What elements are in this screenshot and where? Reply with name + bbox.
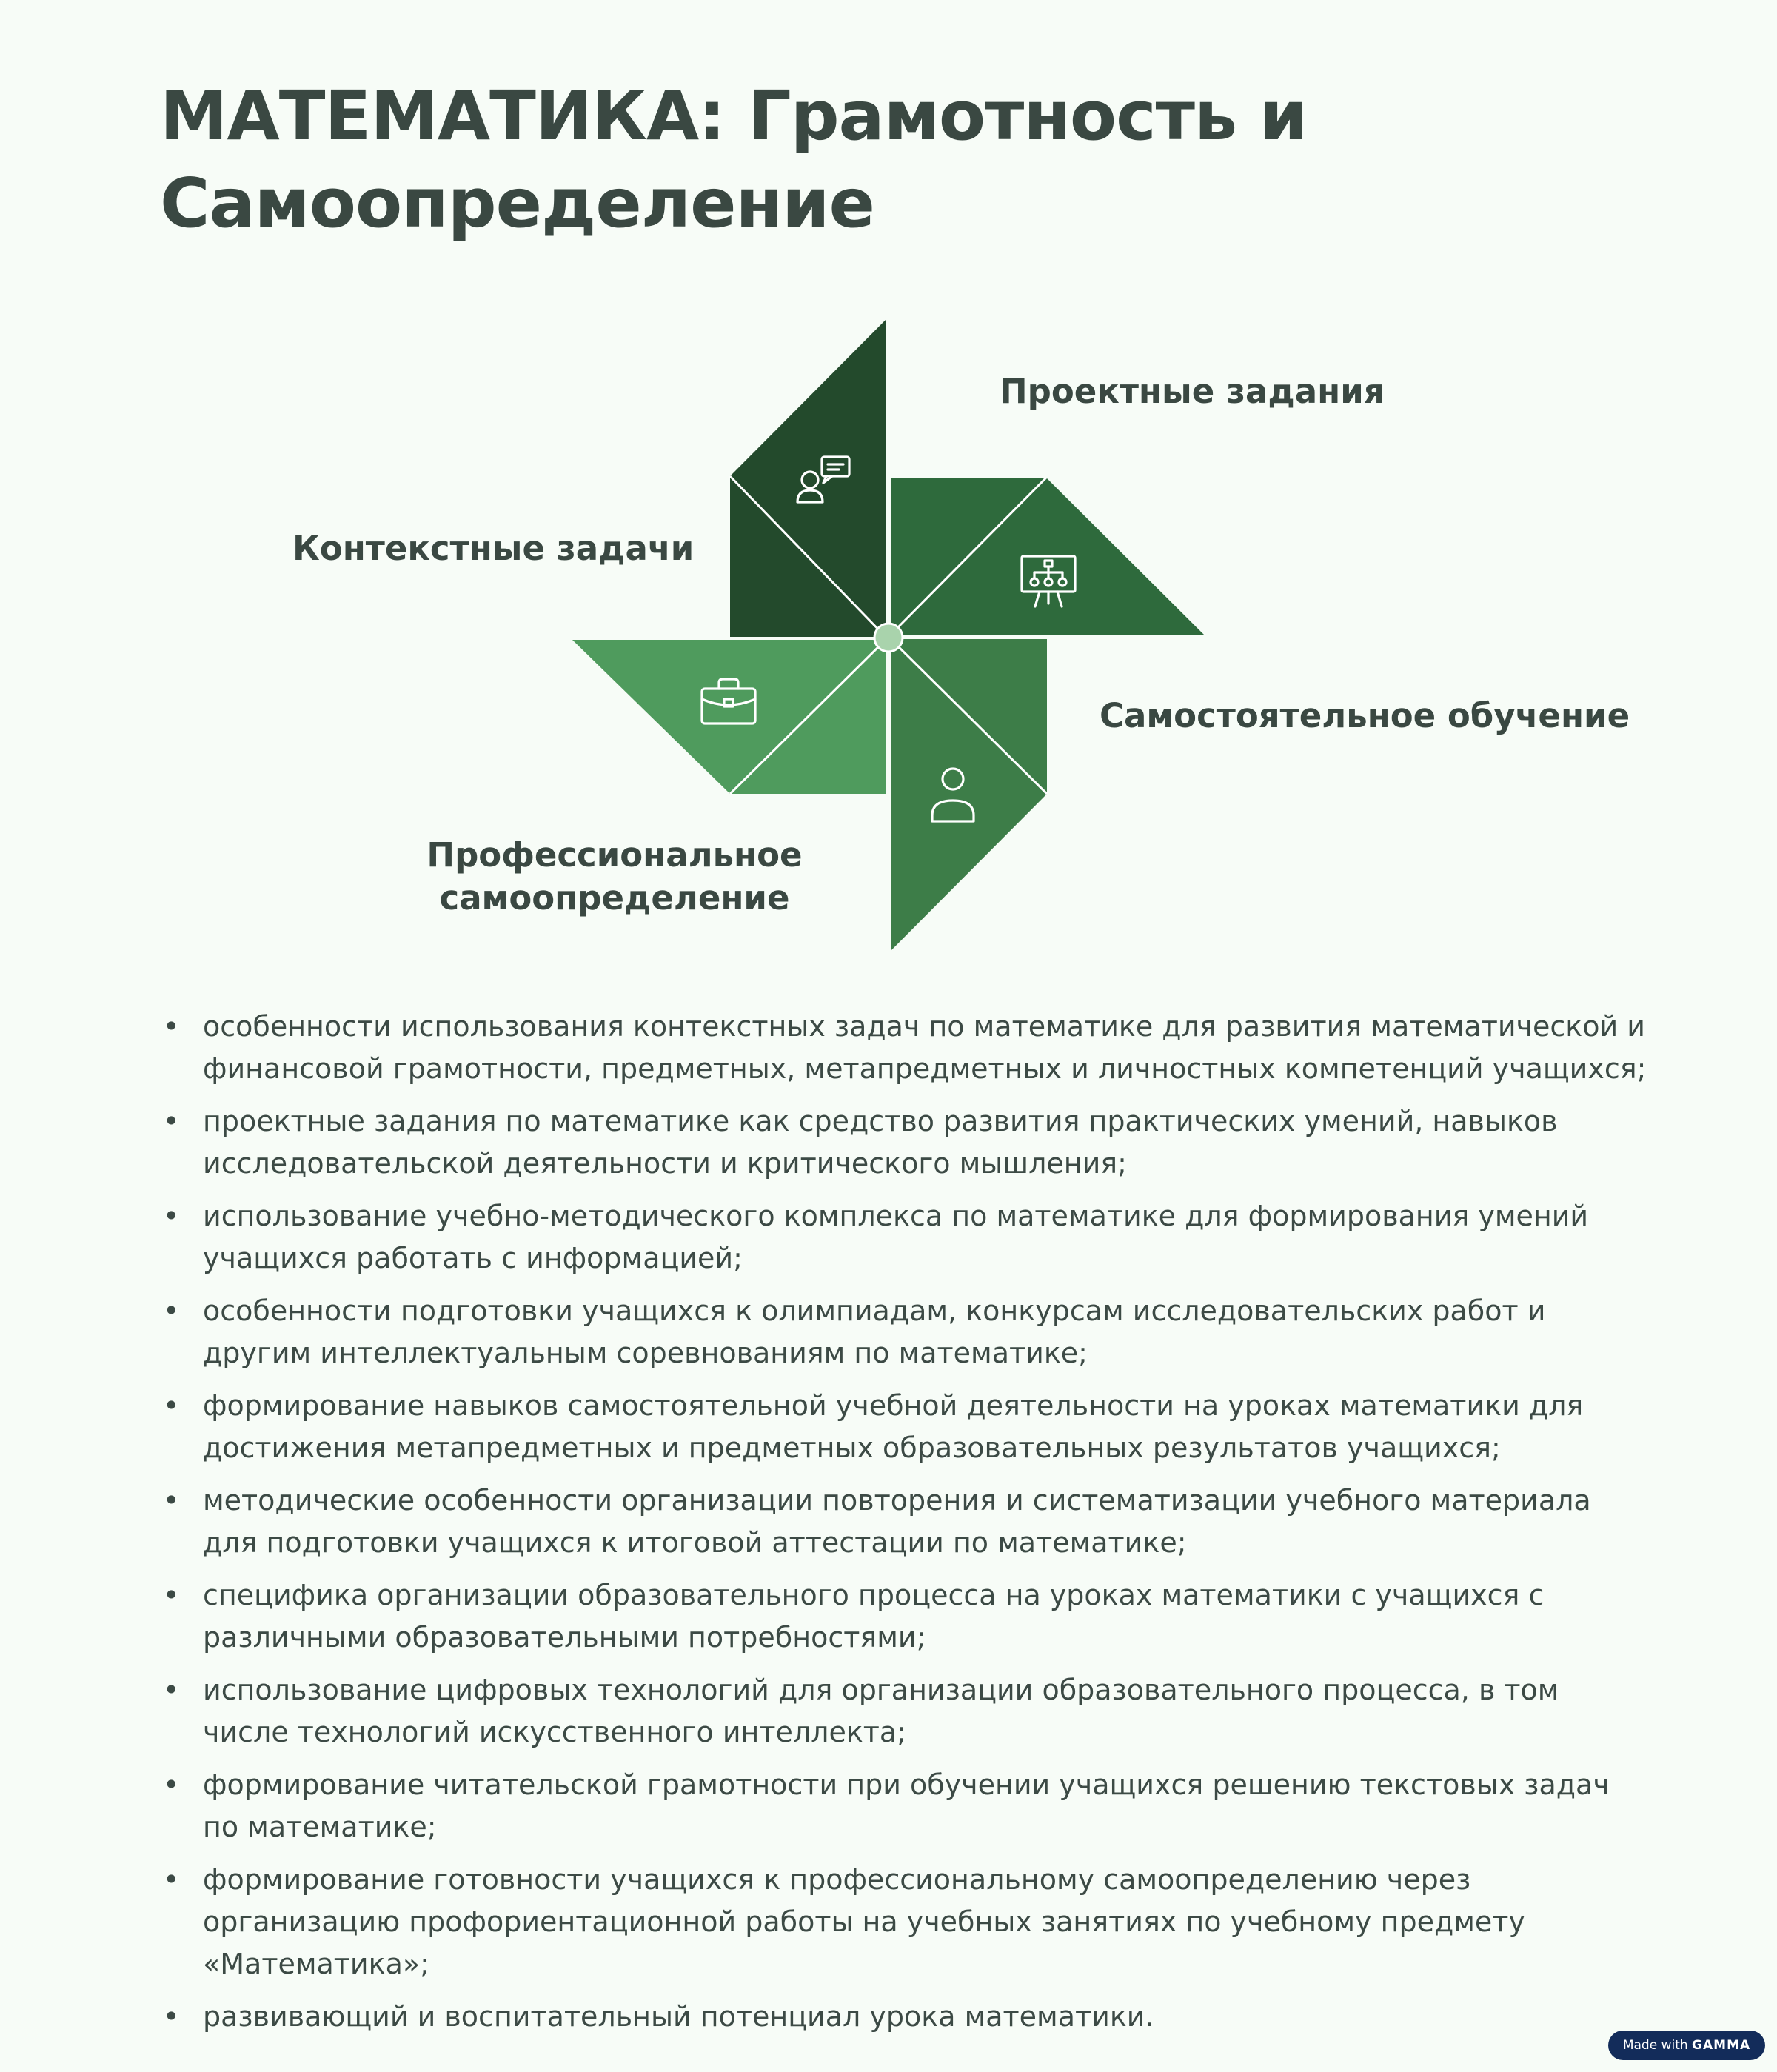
label-self-learning: Самостоятельное обучение xyxy=(1100,696,1630,735)
segment-professional xyxy=(572,640,886,794)
segment-context-tasks-shape xyxy=(730,320,886,637)
segment-project-tasks xyxy=(891,478,1204,635)
segment-context-tasks xyxy=(730,320,886,637)
list-item: • формирование готовности учащихся к профессиональному самоопределению через организацию профориентационной работы на учебных занятиях по учебному предмету «Математика»; xyxy=(160,1859,1648,1985)
list-item: • формирование навыков самостоятельной учебной деятельности на уроках математики для достижения метапредметных и предметных образовательных результатов учащихся; xyxy=(160,1385,1648,1469)
badge-brand: GAMMA xyxy=(1692,2038,1751,2053)
segment-self-learning-shape xyxy=(891,639,1047,951)
diagram-hub xyxy=(874,624,903,652)
list-item: • использование цифровых технологий для организации образовательного процесса, в том числе технологий искусственного интеллекта; xyxy=(160,1669,1648,1754)
list-item: • формирование читательской грамотности при обучении учащихся решению текстовых задач по математике; xyxy=(160,1764,1648,1848)
title-line-1: МАТЕМАТИКА: Грамотность и xyxy=(160,76,1307,156)
list-item: • проектные задания по математике как средство развития практических умений, навыков исследовательской деятельности и критического мышления; xyxy=(160,1100,1648,1185)
topics-list xyxy=(160,1006,1648,2048)
list-item: • особенности использования контекстных задач по математике для развития математической и финансовой грамотности, предметных, метапредметных и личностных компетенций учащихся; xyxy=(160,1006,1648,1090)
segment-professional-shape xyxy=(572,640,886,794)
title-line-2: Самоопределение xyxy=(160,164,874,243)
made-with-gamma-badge[interactable] xyxy=(1608,2031,1765,2060)
list-item: • развивающий и воспитательный потенциал урока математики. xyxy=(160,1996,1648,2038)
label-context-tasks: Контекстные задачи xyxy=(292,529,695,568)
list-item: • методические особенности организации повторения и систематизации учебного материала для подготовки учащихся к итоговой аттестации по математике; xyxy=(160,1480,1648,1564)
list-item: • специфика организации образовательного процесса на уроках математики с учащихся с различными образовательными потребностями; xyxy=(160,1574,1648,1659)
list-item: • особенности подготовки учащихся к олимпиадам, конкурсам исследовательских работ и другим интеллектуальным соревнованиям по математике; xyxy=(160,1290,1648,1374)
badge-prefix: Made with xyxy=(1622,2038,1688,2053)
list-item: • использование учебно-методического комплекса по математике для формирования умений учащихся работать с информацией; xyxy=(160,1195,1648,1280)
pinwheel-diagram xyxy=(0,0,1777,992)
label-project-tasks: Проектные задания xyxy=(1000,372,1385,411)
label-professional: Профессиональное самоопределение xyxy=(426,835,803,918)
segment-self-learning xyxy=(891,639,1047,951)
